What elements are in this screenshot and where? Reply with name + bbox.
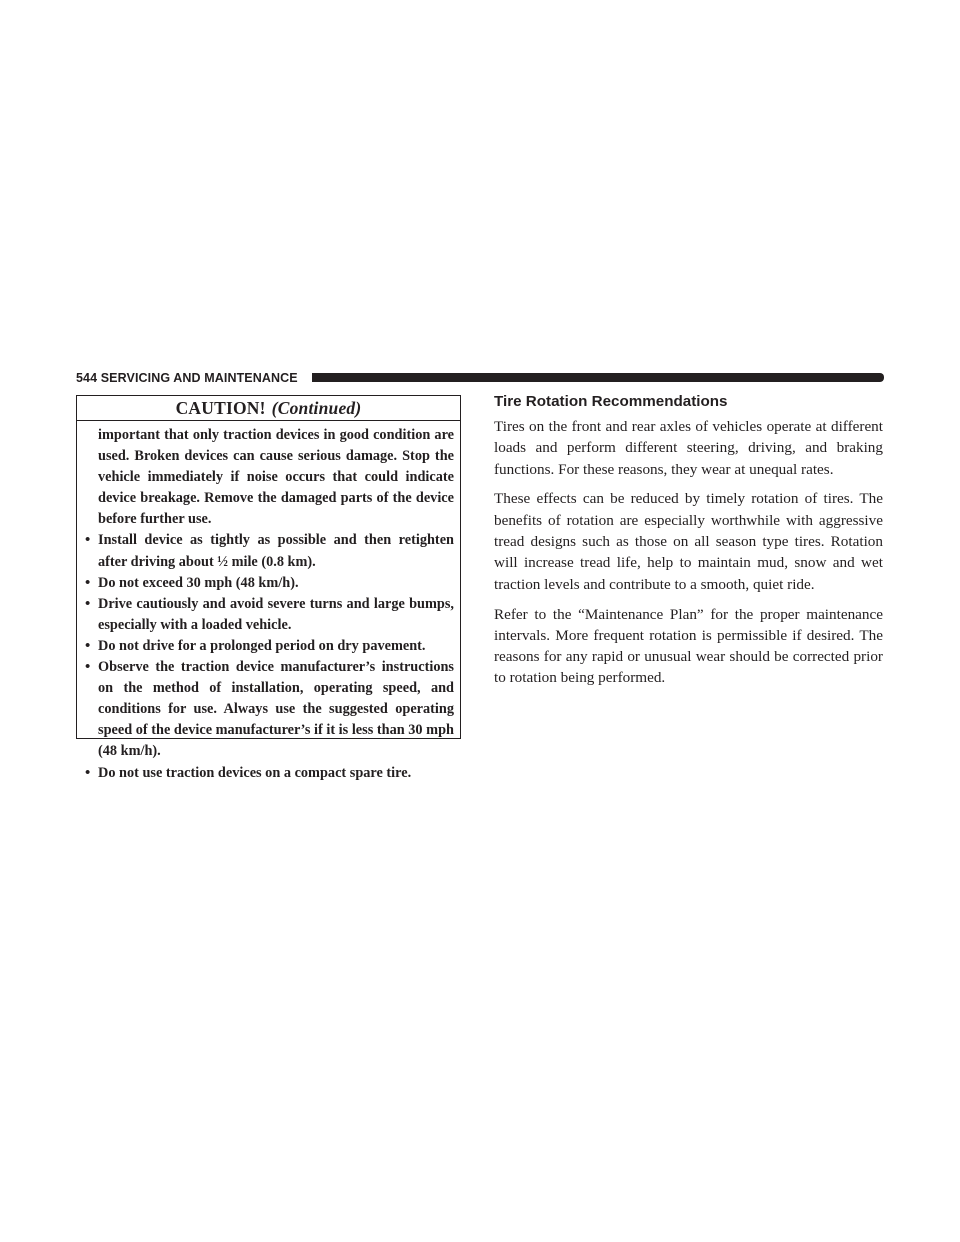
bullet-icon: • bbox=[85, 595, 91, 612]
caution-bullet-item bbox=[86, 657, 454, 762]
section-heading: Tire Rotation Recommendations bbox=[494, 393, 728, 410]
bullet-icon: • bbox=[85, 637, 91, 654]
section-body bbox=[494, 416, 883, 697]
caution-header bbox=[77, 396, 460, 421]
section-paragraph: Tires on the front and rear axles of vehicles operate at different loads and perform different steering, driving, and braking functions. For these reasons, they wear at unequal rates. bbox=[494, 418, 883, 478]
header-label bbox=[76, 371, 298, 385]
page-header bbox=[76, 368, 884, 388]
caution-bullet-text: Do not use traction devices on a compact spare tire. bbox=[98, 764, 412, 781]
caution-body bbox=[77, 421, 460, 784]
bullet-icon: • bbox=[85, 764, 91, 781]
bullet-icon: • bbox=[85, 574, 91, 591]
caution-bullet-text: Do not drive for a prolonged period on dry pavement. bbox=[98, 637, 426, 654]
bullet-icon: • bbox=[85, 659, 91, 676]
caution-bullet-text: Install device as tightly as possible and then retighten after driving about ½ mile (0.8 km). bbox=[98, 532, 454, 570]
caution-bullet-item bbox=[86, 636, 454, 657]
section-paragraph: These effects can be reduced by timely rotation of tires. The benefits of rotation are especially worthwhile with aggressive tread designs such as those on all season type tires. Rotation will increase tread life, help to maintain mud, snow and wet traction levels and contribute to a smooth, quiet ride. bbox=[494, 490, 883, 593]
caution-continuation-text: important that only traction devices in good condition are used. Broken devices can cause serious damage. Stop the vehicle immediately if noise occurs that could indicate device breakage. Remove the damaged parts of the device before further use. bbox=[98, 427, 454, 528]
bullet-icon: • bbox=[85, 532, 91, 549]
header-section-title: SERVICING AND MAINTENANCE bbox=[100, 371, 298, 385]
page-number: 544 bbox=[76, 371, 98, 385]
caution-bullet-text: Drive cautiously and avoid severe turns and large bumps, especially with a loaded vehicle. bbox=[98, 595, 454, 633]
caution-box bbox=[76, 395, 461, 781]
header-rule-bar bbox=[312, 373, 884, 382]
section-paragraph: Refer to the “Maintenance Plan” for the proper maintenance intervals. More frequent rotation is permissible if desired. The reasons for any rapid or unusual wear should be corrected prior to rotation being performed. bbox=[494, 605, 883, 687]
caution-title: CAUTION! bbox=[175, 398, 266, 418]
caution-bullet-item bbox=[86, 530, 454, 572]
caution-bullet-text: Observe the traction device manufacturer’s instructions on the method of installation, operating speed, and conditions for use. Always use the suggested operating speed of the device manufacturer’s if it is less than 30 mph (48 km/h). bbox=[98, 659, 454, 760]
caution-bullet-text: Do not exceed 30 mph (48 km/h). bbox=[98, 574, 299, 591]
caution-bullet-item bbox=[86, 594, 454, 636]
caution-bullet-item bbox=[86, 763, 454, 784]
caution-bullet-item bbox=[86, 573, 454, 594]
caution-continued-label: (Continued) bbox=[271, 398, 362, 418]
